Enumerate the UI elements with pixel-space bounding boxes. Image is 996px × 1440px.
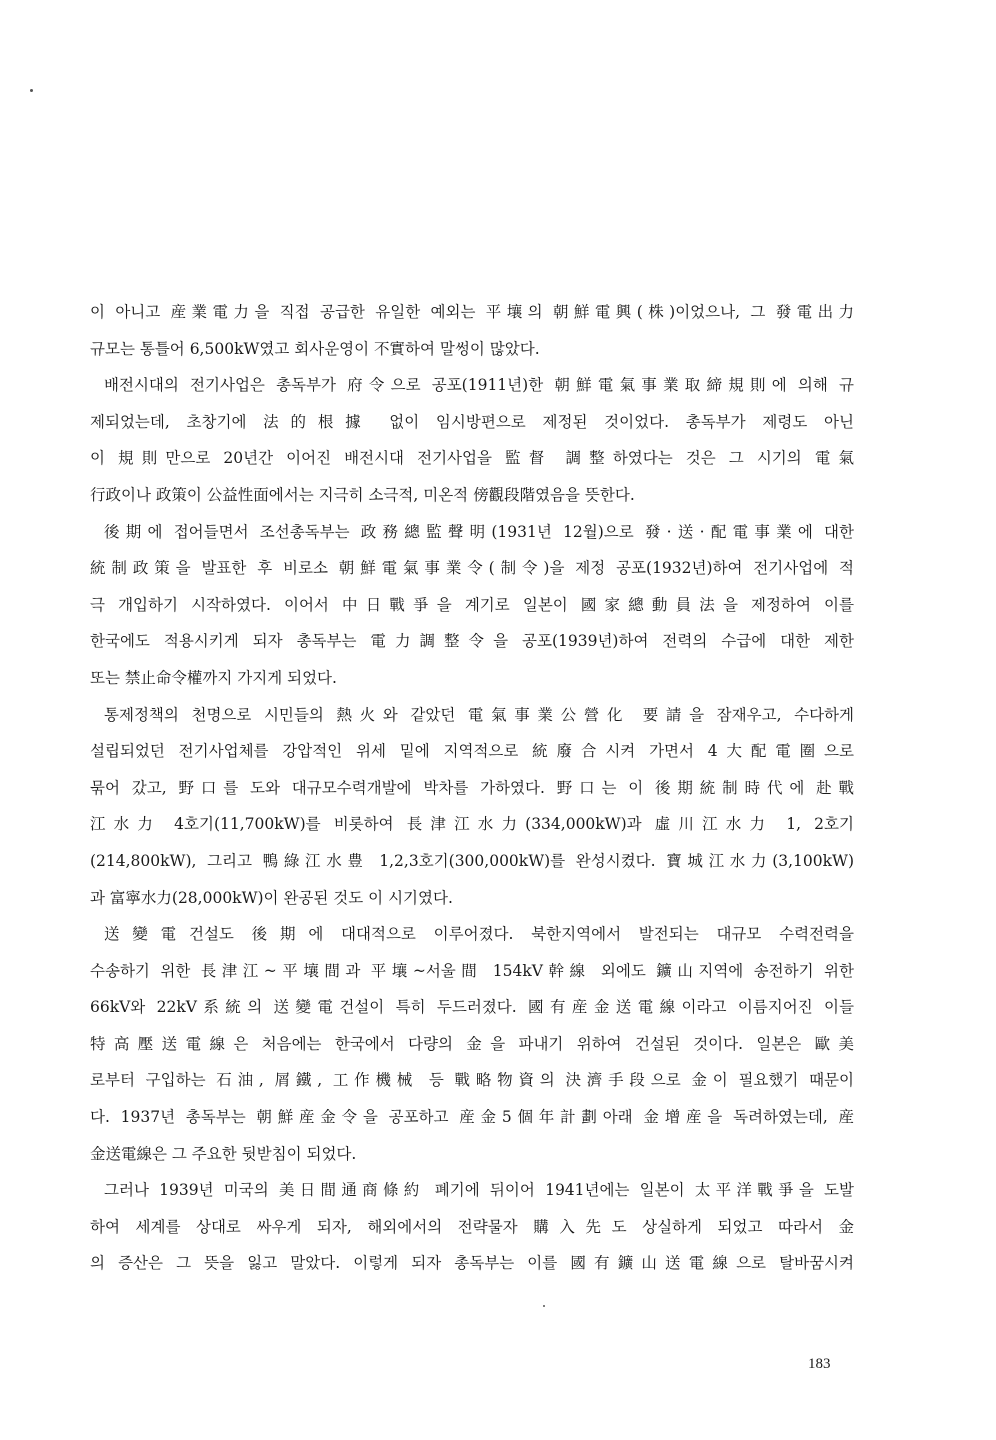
text-line: 行政이나 政策이 公益性面에서는 지극히 소극적, 미온적 傍觀段階였음을 뜻한다.	[90, 485, 635, 504]
scan-speck	[543, 1305, 545, 1307]
body-text	[90, 294, 854, 1282]
text-line: 그러나 1939년 미국의 美日間通商條約 폐기에 뒤이어 1941년에는 일본이 太平洋戰爭을 도발	[104, 1181, 854, 1200]
text-line: 통제정책의 천명으로 시민들의 熱火와 같았던 電氣事業公營化 要請을 잠재우고, 수다하게	[104, 705, 854, 724]
text-line: 特高壓送電線은 처음에는 한국에서 다량의 金을 파내기 위하여 건설된 것이다. 일본은 歐美	[90, 1034, 854, 1053]
text-line: 제되었는데, 초창기에 法的根據 없이 임시방편으로 제정된 것이었다. 총독부가 제령도 아닌	[90, 412, 854, 431]
text-line: 한국에도 적용시키게 되자 총독부는 電力調整令을 공포(1939년)하여 전력의 수급에 대한 제한	[90, 632, 854, 651]
text-line: 이 아니고 産業電力을 직접 공급한 유일한 예외는 平壤의 朝鮮電興(株)이었으나, 그 發電出力	[90, 303, 854, 321]
text-line: 규모는 통틀어 6,500kW였고 회사운영이 不實하여 말썽이 많았다.	[90, 339, 540, 358]
text-line: 배전시대의 전기사업은 총독부가 府令으로 공포(1911년)한 朝鮮電氣事業取締規則에 의해 규	[104, 376, 854, 395]
text-line: 또는 禁止命令權까지 가지게 되었다.	[90, 668, 337, 687]
text-line: 설립되었던 전기사업체를 강압적인 위세 밑에 지역적으로 統廢合시켜 가면서 4大配電圈으로	[90, 742, 854, 761]
text-line: 극 개입하기 시작하였다. 이어서 中日戰爭을 계기로 일본이 國家總動員法을 제정하여 이를	[90, 595, 854, 614]
text-line: 金送電線은 그 주요한 뒷받침이 되었다.	[90, 1144, 357, 1163]
text-line: 送變電건설도 後期에 대대적으로 이루어졌다. 북한지역에서 발전되는 대규모 수력전력을	[104, 925, 854, 944]
text-line: 의 증산은 그 뜻을 잃고 말았다. 이렇게 되자 총독부는 이를 國有鑛山送電線으로 탈바꿈시켜	[90, 1254, 854, 1273]
page-number: 183	[808, 1356, 831, 1372]
text-line: 66kV와 22kV系統의 送變電건설이 특히 두드러졌다. 國有産金送電線이라고 이름지어진 이들	[90, 998, 854, 1017]
text-line: 이 規則만으로 20년간 이어진 배전시대 전기사업을 監督 調整하였다는 것은 그 시기의 電氣	[90, 449, 854, 468]
text-line: 하여 세계를 상대로 싸우게 되자, 해외에서의 전략물자 購入先도 상실하게 되었고 따라서 金	[90, 1217, 854, 1236]
text-line: 江水力 4호기(11,700kW)를 비롯하여 長津江水力(334,000kW)과 虛川江水力 1, 2호기	[90, 815, 854, 834]
text-line: 수송하기 위한 長津江~平壤間과 平壤~서울間 154kV幹線 외에도 鑛山지역에 송전하기 위한	[90, 961, 854, 980]
text-line: 統制政策을 발표한 후 비로소 朝鮮電氣事業令(制令)을 제정 공포(1932년)하여 전기사업에 적	[90, 559, 854, 578]
text-line: (214,800kW), 그리고 鴨綠江水豊 1,2,3호기(300,000kW)를 완성시켰다. 寶城江水力(3,100kW)	[90, 851, 854, 870]
text-line: 다. 1937년 총독부는 朝鮮産金令을 공포하고 産金5個年計劃아래 金增産을 독려하였는데, 産	[90, 1108, 854, 1127]
text-line: 묶어 갔고, 野口를 도와 대규모수력개발에 박차를 가하였다. 野口는 이 後期統制時代에 赴戰	[90, 778, 854, 797]
text-line: 로부터 구입하는 石油, 屑鐵, 工作機械 등 戰略物資의 決濟手段으로 金이 필요했기 때문이	[90, 1071, 854, 1090]
text-line: 後期에 접어들면서 조선총독부는 政務總監聲明(1931년 12월)으로 發·送·配電事業에 대한	[104, 522, 854, 541]
scan-speck	[30, 89, 33, 92]
text-line: 과 富寧水力(28,000kW)이 완공된 것도 이 시기였다.	[90, 888, 453, 907]
